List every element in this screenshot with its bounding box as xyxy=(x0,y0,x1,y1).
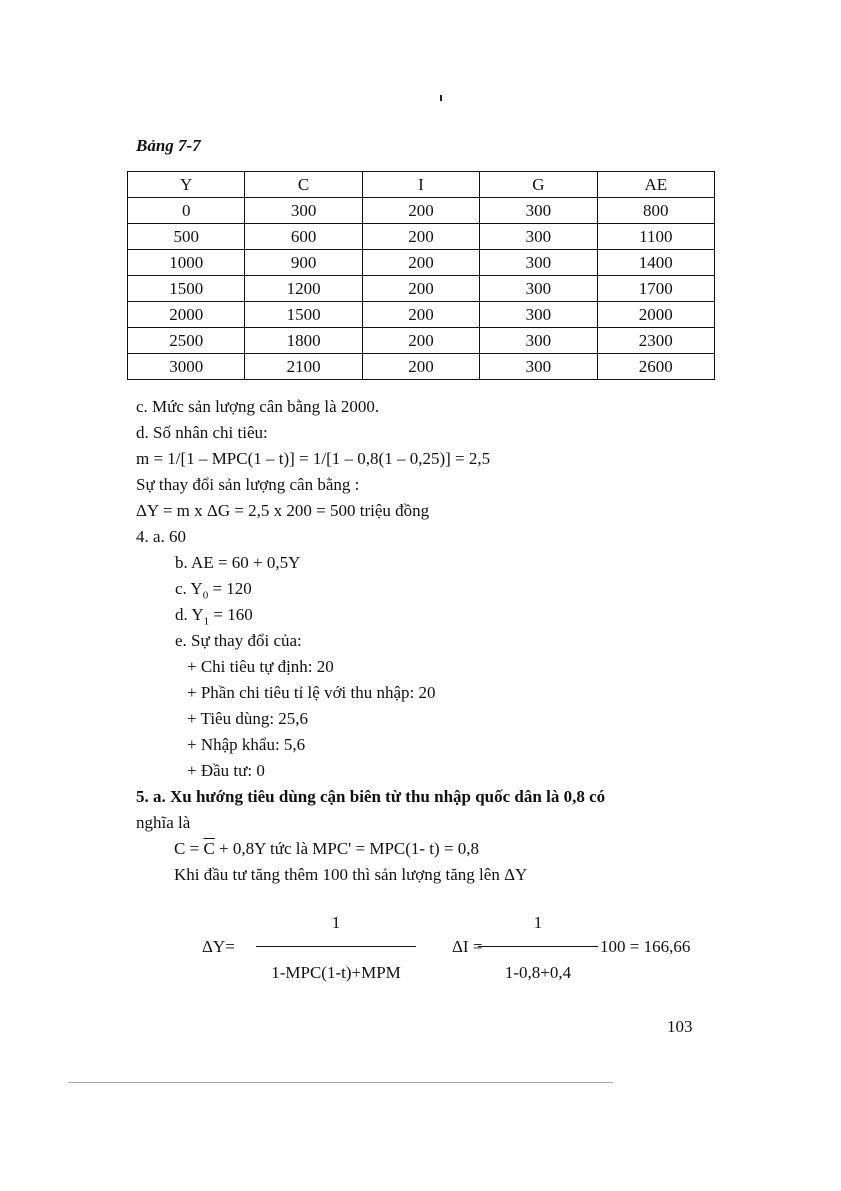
fraction-numerator-2: 1 xyxy=(533,913,543,932)
q4-e-item: + Phần chi tiêu tỉ lệ với thu nhập: 20 xyxy=(187,683,436,702)
fraction-denominator-1: 1-MPC(1-t)+MPM xyxy=(271,963,401,982)
table-cell: 1500 xyxy=(128,276,245,302)
table-row xyxy=(128,250,715,276)
table-cell: 200 xyxy=(362,276,479,302)
page-number: 103 xyxy=(667,1017,693,1036)
q5-a: 5. a. Xu hướng tiêu dùng cận biên từ thu nhập quốc dân là 0,8 có xyxy=(136,787,606,806)
q4-e-item: + Chi tiêu tự định: 20 xyxy=(187,657,334,676)
table-cell: 2600 xyxy=(597,354,714,380)
fraction-denominator-2: 1-0,8+0,4 xyxy=(504,963,572,982)
q4-e-item: + Tiêu dùng: 25,6 xyxy=(187,709,309,728)
table-cell: 2000 xyxy=(128,302,245,328)
table-row xyxy=(128,328,715,354)
formula-mid: ΔI = xyxy=(452,937,483,956)
table-row xyxy=(128,302,715,328)
table-cell: 300 xyxy=(480,302,597,328)
footer-rule xyxy=(68,1082,613,1083)
table-cell: 200 xyxy=(362,198,479,224)
table-cell: 300 xyxy=(480,198,597,224)
fraction-bar-1 xyxy=(256,946,416,947)
table-row xyxy=(128,224,715,250)
table-cell: 0 xyxy=(128,198,245,224)
line-change: Sự thay đổi sản lượng cân bằng : xyxy=(136,475,360,494)
table-row xyxy=(128,354,715,380)
scan-mark xyxy=(440,95,442,101)
table-cell: 1800 xyxy=(245,328,362,354)
table-row xyxy=(128,276,715,302)
table-header-row xyxy=(128,172,715,198)
table-cell: 500 xyxy=(128,224,245,250)
fraction-bar-2 xyxy=(478,946,598,947)
table-cell: 800 xyxy=(597,198,714,224)
table-cell: 1200 xyxy=(245,276,362,302)
table-cell: 300 xyxy=(480,354,597,380)
table-cell: 300 xyxy=(245,198,362,224)
q4-e: e. Sự thay đổi của: xyxy=(175,631,302,650)
table-cell: 1000 xyxy=(128,250,245,276)
header-c: C xyxy=(245,172,362,198)
table-cell: 200 xyxy=(362,224,479,250)
header-i: I xyxy=(362,172,479,198)
table-cell: 2100 xyxy=(245,354,362,380)
table-row xyxy=(128,198,715,224)
table-cell: 2300 xyxy=(597,328,714,354)
table-cell: 2500 xyxy=(128,328,245,354)
investment-line: Khi đầu tư tăng thêm 100 thì sản lượng tăng lên ΔY xyxy=(174,865,528,884)
table-cell: 600 xyxy=(245,224,362,250)
formula-lhs: ΔY= xyxy=(202,937,235,956)
q4-a: 4. a. 60 xyxy=(136,527,187,546)
table-cell: 1100 xyxy=(597,224,714,250)
table-cell: 1700 xyxy=(597,276,714,302)
consumption-equation: $C = \overline{C} + 0,8Y$ tức là MPC' = MPC(1- t) = 0,8 xyxy=(174,839,480,858)
header-g: G xyxy=(480,172,597,198)
table-cell: 300 xyxy=(480,224,597,250)
q4-b: b. AE = 60 + 0,5Y xyxy=(175,553,301,572)
line-c: c. Mức sản lượng cân bằng là 2000. xyxy=(136,397,380,416)
q4-e-item: + Đầu tư: 0 xyxy=(187,761,265,780)
table-cell: 200 xyxy=(362,328,479,354)
formula-result: 100 = 166,66 xyxy=(600,937,691,956)
fraction-numerator-1: 1 xyxy=(331,913,341,932)
table-cell: 1500 xyxy=(245,302,362,328)
data-table xyxy=(127,171,715,380)
q5-a-cont: nghĩa là xyxy=(136,813,191,832)
table-cell: 3000 xyxy=(128,354,245,380)
table-cell: 200 xyxy=(362,302,479,328)
q4-e-item: + Nhập khẩu: 5,6 xyxy=(187,735,306,754)
table-cell: 200 xyxy=(362,354,479,380)
table-cell: 300 xyxy=(480,276,597,302)
delta-y-formula: ΔY = m x ΔG = 2,5 x 200 = 500 triệu đồng xyxy=(136,501,430,520)
header-y: Y xyxy=(128,172,245,198)
table-caption: Bảng 7-7 xyxy=(136,136,201,155)
q4-d: d. $Y_1 = 160$ xyxy=(175,605,253,628)
line-d: d. Số nhân chi tiêu: xyxy=(136,423,268,442)
multiplier-formula: m = 1/[1 – MPC(1 – t)] = 1/[1 – 0,8(1 – 0,25)] = 2,5 xyxy=(136,449,491,468)
table-cell: 300 xyxy=(480,250,597,276)
table-cell: 1400 xyxy=(597,250,714,276)
header-ae: AE xyxy=(597,172,714,198)
table-cell: 2000 xyxy=(597,302,714,328)
table-cell: 200 xyxy=(362,250,479,276)
table-cell: 900 xyxy=(245,250,362,276)
table-cell: 300 xyxy=(480,328,597,354)
q4-c: c. $Y_0 = 120$ xyxy=(175,579,252,602)
